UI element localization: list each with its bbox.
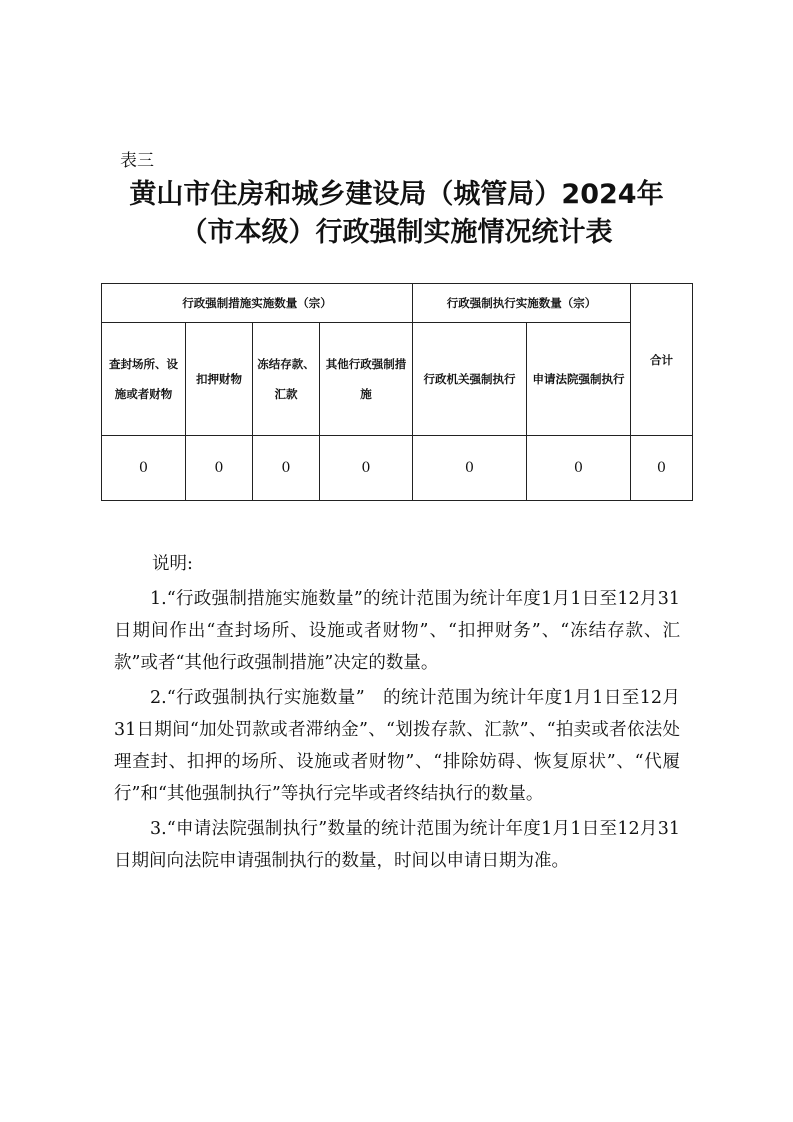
column-header: 其他行政强制措施 [320,323,413,436]
note-item: 2.“行政强制执行实施数量” 的统计范围为统计年度1月1日至12月31日期间“加处罚款或者滞纳金”、“划拨存款、汇款”、“拍卖或者依法处理查封、扣押的场所、设施或者财物”、“排除妨碍、恢复原状”、“代履行”和“其他强制执行”等执行完毕或者终结执行的数量。 [114,688,680,804]
table-cell-total: 0 [631,436,693,501]
table-cell: 0 [320,436,413,501]
table-cell: 0 [253,436,320,501]
column-header: 扣押财物 [186,323,253,436]
statistics-table [101,283,693,501]
table-label: 表三 [120,151,154,171]
column-header: 查封场所、设施或者财物 [102,323,186,436]
table-cell: 0 [527,436,631,501]
header-total: 合计 [631,284,693,436]
header-enforcement-execution: 行政强制执行实施数量（宗） [413,284,631,323]
notes-section [114,548,680,880]
note-item: 3.“申请法院强制执行”数量的统计范围为统计年度1月1日至12月31日期间向法院申请强制执行的数量，时间以申请日期为准。 [114,819,680,871]
column-header: 申请法院强制执行 [527,323,631,436]
page-title-line-2: （市本级）行政强制实施情况统计表 [180,217,613,248]
column-header: 行政机关强制执行 [413,323,527,436]
notes-heading: 说明: [152,554,193,574]
table-row [102,436,693,501]
note-item: 1.“行政强制措施实施数量”的统计范围为统计年度1月1日至12月31日期间作出“查封场所、设施或者财物”、“扣押财务”、“冻结存款、汇款”或者“其他行政强制措施”决定的数量。 [114,589,680,673]
header-enforcement-measures: 行政强制措施实施数量（宗） [102,284,413,323]
page-title-line-1: 黄山市住房和城乡建设局（城管局）2024年 [129,179,664,210]
table-cell: 0 [186,436,253,501]
table-cell: 0 [102,436,186,501]
table-cell: 0 [413,436,527,501]
column-header: 冻结存款、汇款 [253,323,320,436]
